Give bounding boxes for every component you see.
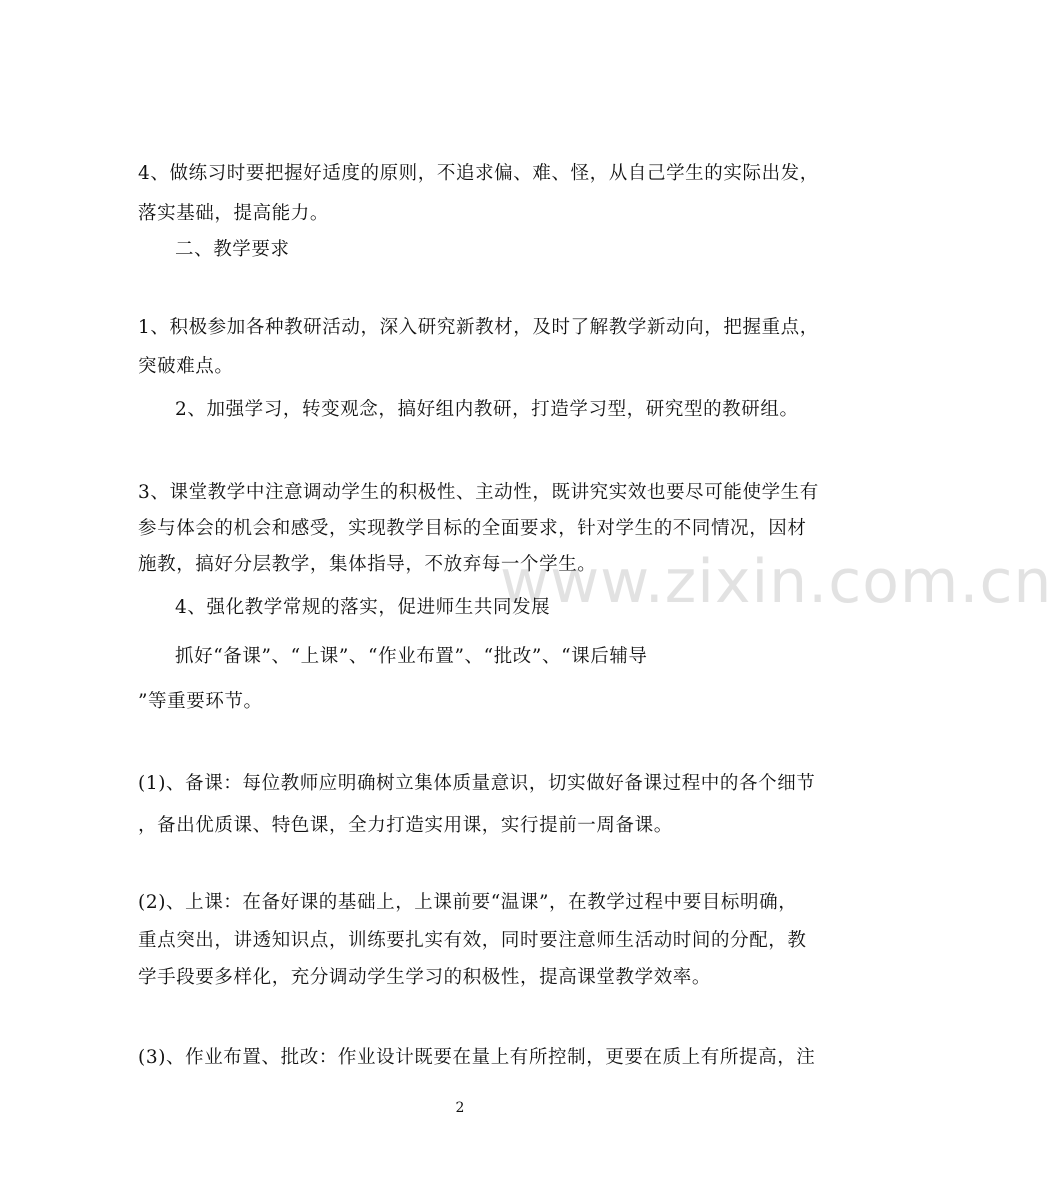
- paragraph-line: 1、积极参加各种教研活动，深入研究新教材，及时了解教学新动向，把握重点，: [138, 317, 819, 338]
- watermark: www.zixin.com.cn: [500, 547, 1052, 617]
- paragraph-line: 落实基础，提高能力。: [138, 203, 330, 224]
- paragraph-line: (3)、作业布置、批改：作业设计既要在量上有所控制，更要在质上有所提高，注: [138, 1047, 816, 1068]
- paragraph-line: 2、加强学习，转变观念，搞好组内教研，打造学习型，研究型的教研组。: [175, 399, 799, 420]
- paragraph-line: ，备出优质课、特色课，全力打造实用课，实行提前一周备课。: [138, 815, 673, 836]
- paragraph-line: 重点突出，讲透知识点，训练要扎实有效，同时要注意师生活动时间的分配，教: [138, 930, 807, 951]
- paragraph-line: 抓好“备课”、“上课”、“作业布置”、“批改”、“课后辅导: [175, 646, 648, 667]
- paragraph-line: 3、课堂教学中注意调动学生的积极性、主动性，既讲究实效也要尽可能使学生有: [138, 482, 819, 503]
- paragraph-line: (1)、备课：每位教师应明确树立集体质量意识，切实做好备课过程中的各个细节: [138, 773, 816, 794]
- section-heading: 二、教学要求: [175, 239, 290, 260]
- paragraph-line: 突破难点。: [138, 356, 234, 377]
- paragraph-line: 学手段要多样化，充分调动学生学习的积极性，提高课堂教学效率。: [138, 967, 712, 988]
- paragraph-line: (2)、上课：在备好课的基础上，上课前要“温课”，在教学过程中要目标明确，: [138, 892, 798, 913]
- paragraph-line: 4、强化教学常规的落实，促进师生共同发展: [175, 597, 551, 618]
- paragraph-line: 参与体会的机会和感受，实现教学目标的全面要求，针对学生的不同情况，因材: [138, 518, 807, 539]
- paragraph-line: 施教，搞好分层教学，集体指导，不放弃每一个学生。: [138, 554, 597, 575]
- paragraph-line: 4、做练习时要把握好适度的原则，不追求偏、难、怪，从自己学生的实际出发，: [138, 163, 819, 184]
- paragraph-line: ”等重要环节。: [138, 691, 263, 712]
- page-number: 2: [455, 1100, 465, 1116]
